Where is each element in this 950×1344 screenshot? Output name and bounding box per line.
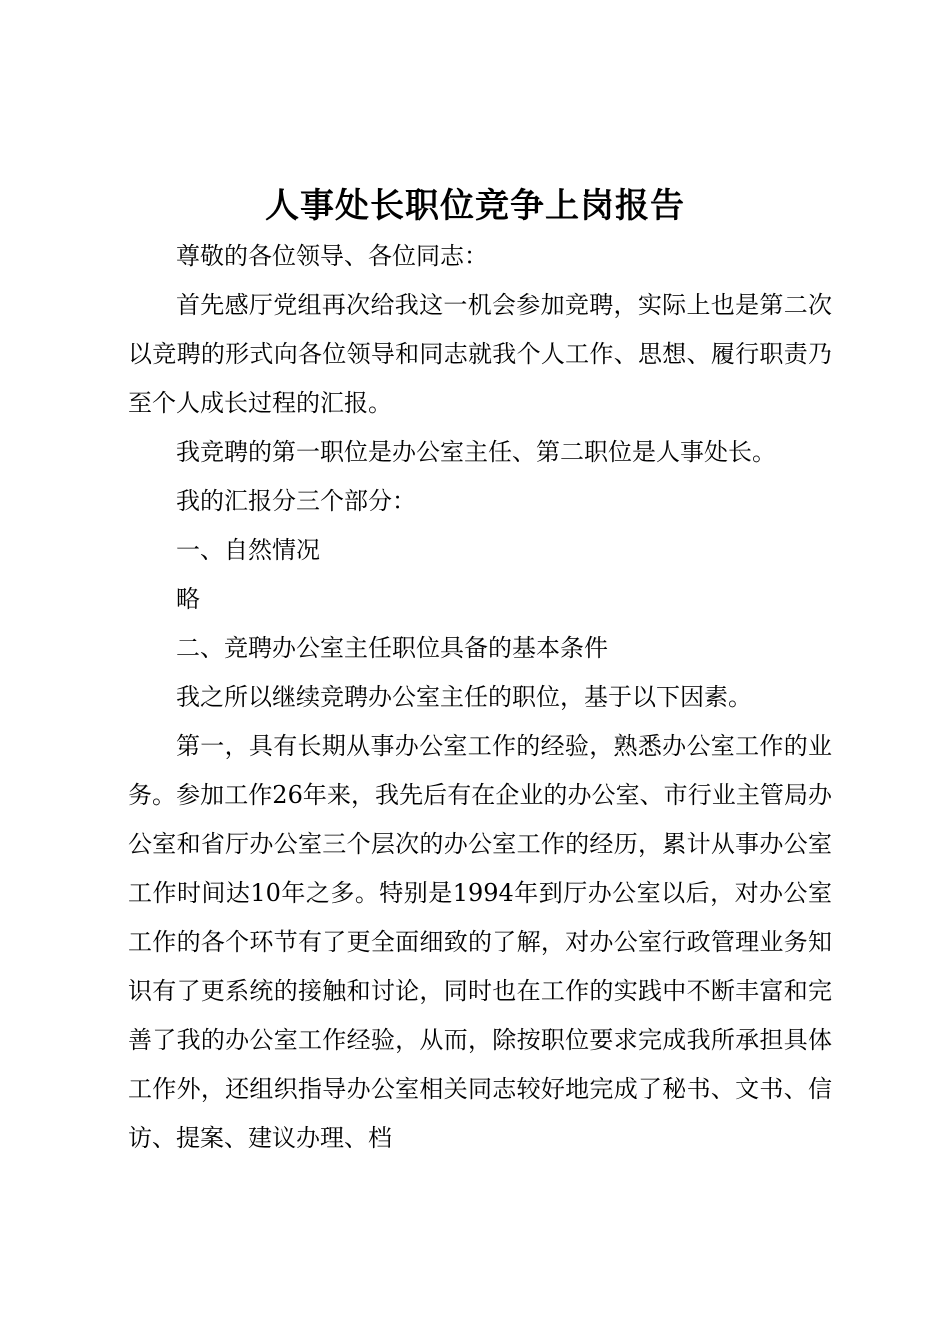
reason-intro-paragraph: 我之所以继续竞聘办公室主任的职位，基于以下因素。 (176, 683, 752, 711)
salutation-paragraph: 尊敬的各位领导、各位同志： (176, 242, 488, 270)
section-heading-2: 二、竞聘办公室主任职位具备的基本条件 (176, 634, 608, 662)
section-1-content: 略 (176, 585, 200, 613)
reason-first-paragraph: 第一，具有长期从事办公室工作的经验，熟悉办公室工作的业务。参加工作26年来，我先后有在企业的办公室、市行业主管局办公室和省厅办公室三个层次的办公室工作的经历，累计从事办公室工作时间达10年之多。特别是1994年到厅办公室以后，对办公室工作的各个环节有了更全面细致的了解，对办公室行政管理业务知识有了更系统的接触和讨论，同时也在工作的实践中不断丰富和完善了我的办公室工作经验，从而，除按职位要求完成我所承担具体工作外，还组织指导办公室相关同志较好地完成了秘书、文书、信访、提案、建议办理、档 (128, 732, 832, 1152)
document-body (128, 232, 832, 1163)
document-title: 人事处长职位竞争上岗报告 (265, 186, 685, 226)
outline-paragraph: 我的汇报分三个部分： (176, 487, 416, 515)
positions-paragraph: 我竞聘的第一职位是办公室主任、第二职位是人事处长。 (176, 438, 776, 466)
intro-paragraph: 首先感厅党组再次给我这一机会参加竞聘，实际上也是第二次以竞聘的形式向各位领导和同志就我个人工作、思想、履行职责乃至个人成长过程的汇报。 (128, 291, 832, 417)
section-heading-1: 一、自然情况 (176, 536, 320, 564)
